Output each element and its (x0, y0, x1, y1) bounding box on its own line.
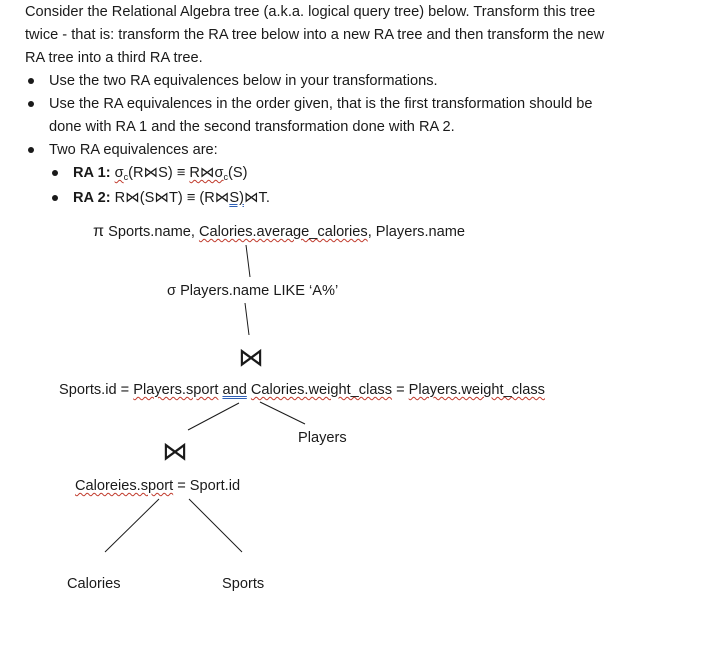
ra1-rhs-rest: (S) (228, 165, 248, 181)
join-1-part-c: and (222, 382, 247, 398)
ra1-rhs-pre: R⋈σ (189, 165, 224, 181)
pi-symbol: π (93, 223, 105, 240)
bullet-dot (28, 78, 34, 84)
edge-projection-selection (246, 245, 250, 277)
ra1-lhs (115, 165, 129, 181)
intro-line-2: twice - that is: transform the RA tree below into a new RA tree and then transform the new (25, 27, 605, 43)
ra2-formula-a: R⋈(S⋈T) ≡ (R⋈ (114, 190, 230, 206)
condition-subscript: c (223, 172, 229, 182)
join-2-part-b: = Sport.id (173, 478, 241, 494)
edge-selection-join1 (245, 303, 249, 335)
edge-join2-calories (105, 499, 159, 552)
ra1-rhs (189, 165, 228, 181)
selection-condition: Players.name LIKE ‘A%’ (180, 283, 339, 299)
join-1-part-d: Calories.weight_class (250, 382, 393, 398)
bullet-dot (28, 147, 34, 153)
ra1-lhs-rest: (R⋈S) (128, 165, 173, 181)
ra2-equivalence (73, 187, 270, 209)
sigma-symbol: σ (167, 283, 177, 299)
bullet-2-line-2: done with RA 1 and the second transformation done with RA 2. (49, 119, 455, 135)
projection-attr-b: Calories.average_calories (198, 224, 368, 240)
join-2-condition (75, 475, 240, 497)
projection-attr-a: Sports.name, (108, 224, 199, 240)
bullet-2-line-1: Use the RA equivalences in the order given, that is the first transformation should be (49, 96, 593, 112)
bullet-1-text: Use the two RA equivalences below in your transformations. (49, 73, 438, 89)
bullet-dot (28, 101, 34, 107)
condition-subscript: c (123, 172, 129, 182)
sub-bullet-dot (52, 195, 58, 201)
intro-line-3: RA tree into a third RA tree. (25, 50, 203, 66)
calories-leaf: Calories (67, 576, 121, 592)
equiv-symbol: ≡ (172, 165, 190, 181)
join-1-part-e: = (392, 382, 409, 398)
sub-bullet-dot (52, 170, 58, 176)
intro-line-1: Consider the Relational Algebra tree (a.k.a. logical query tree) below. Transform this tree (25, 4, 596, 20)
edge-join1-join2 (188, 403, 239, 430)
bullet-3-text: Two RA equivalences are: (49, 142, 218, 158)
ra2-formula-b: S) (229, 190, 244, 206)
ra2-label: RA 2: (73, 190, 111, 206)
join-2-symbol: ⋈ (162, 436, 188, 466)
projection-attr-c: , Players.name (367, 224, 466, 240)
edge-join2-sports (189, 499, 242, 552)
sports-leaf: Sports (222, 576, 265, 592)
join-1-part-b: Players.sport (133, 382, 219, 398)
join-1-part-a: Sports.id = (59, 382, 134, 398)
projection-node (93, 221, 465, 243)
players-leaf: Players (298, 430, 347, 446)
selection-node (167, 280, 338, 302)
join-1-part-f: Players.weight_class (408, 382, 545, 398)
ra1-label: RA 1: (73, 165, 111, 181)
sigma-symbol: σ (114, 165, 124, 181)
ra2-formula-c: ⋈T. (243, 190, 270, 206)
join-1-condition (59, 379, 545, 401)
join-1-symbol: ⋈ (238, 342, 264, 372)
edge-join1-players (260, 402, 305, 424)
ra1-equivalence (73, 162, 247, 188)
join-2-part-a: Caloreies.sport (75, 478, 174, 494)
